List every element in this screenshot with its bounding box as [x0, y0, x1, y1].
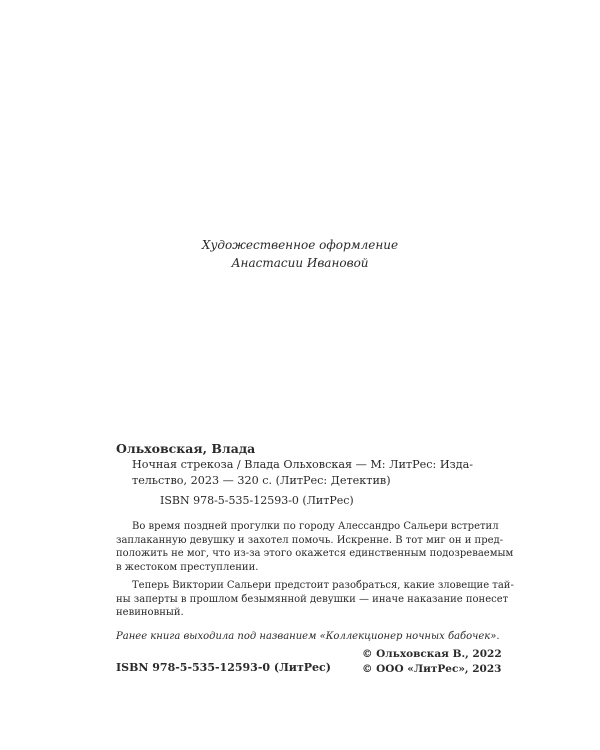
annotation-line: Во время поздней прогулки по городу Алессандро Сальери встретил — [132, 521, 499, 532]
annotation-line: ны заперты в прошлом безымянной девушки — иначе наказание понесет — [116, 593, 509, 605]
annotation-line: положить не мог, что из-за этого окажется единственным подозреваемым — [116, 548, 514, 559]
art-credit-line-2: Анастасии Ивановой — [231, 256, 369, 270]
annotation-line: невиновный. — [116, 607, 184, 618]
catalog-description-line: Ночная стрекоза / Влада Ольховская — М: ЛитРес: Изда- — [132, 458, 474, 471]
annotation-line: в жестоком преступлении. — [116, 561, 259, 573]
annotation-line: Теперь Виктории Сальери предстоит разобраться, какие зловещие тай- — [132, 580, 514, 591]
previous-edition-note: Ранее книга выходила под названием «Коллекционер ночных бабочек». — [116, 630, 500, 642]
annotation-line: заплаканную девушку и захотел помочь. Искренне. В тот миг он и пред- — [116, 534, 504, 546]
catalog-isbn: ISBN 978-5-535-12593-0 (ЛитРес) — [160, 494, 354, 507]
copyright-publisher: © ООО «ЛитРес», 2023 — [362, 662, 502, 675]
art-credit-line-1: Художественное оформление — [201, 238, 399, 252]
footer-isbn: ISBN 978-5-535-12593-0 (ЛитРес) — [116, 661, 331, 674]
art-credit — [150, 236, 450, 272]
copyright-author: © Ольховская В., 2022 — [362, 648, 502, 660]
annotation — [116, 520, 514, 620]
catalog-record — [116, 441, 514, 644]
copyright-block — [362, 647, 502, 676]
catalog-description-line: тельство, 2023 — 320 с. (ЛитРес: Детектив) — [132, 474, 391, 487]
catalog-author: Ольховская, Влада — [116, 441, 256, 456]
